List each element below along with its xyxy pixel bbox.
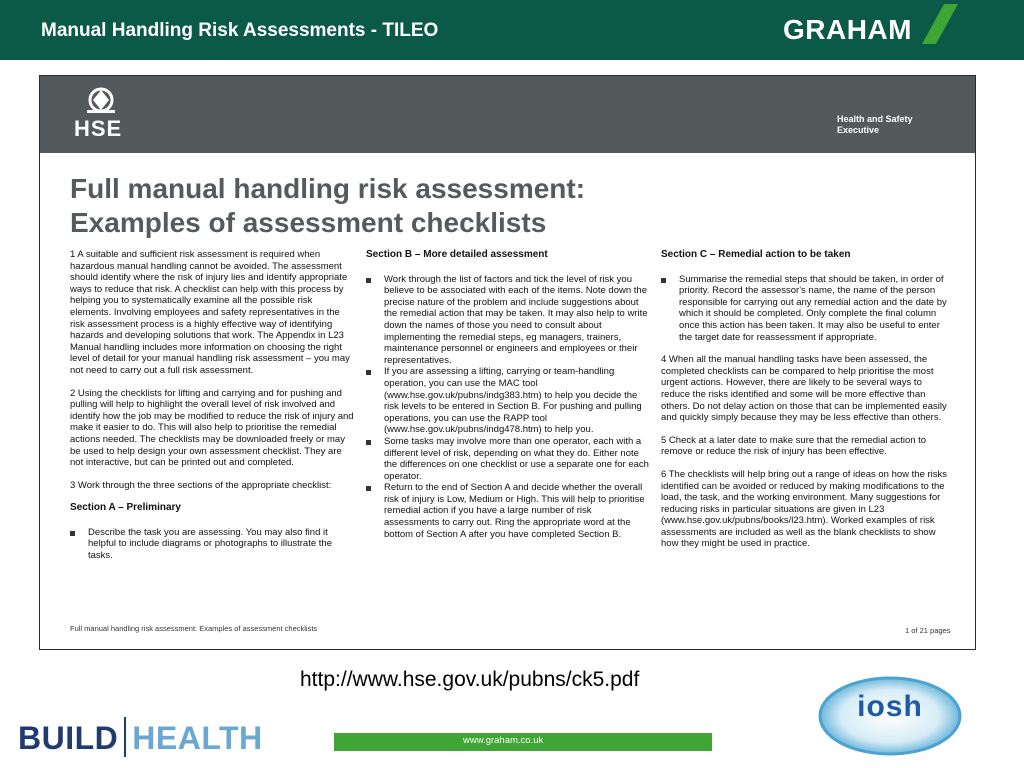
slide-header-bar — [0, 0, 1024, 60]
hse-logo-text: HSE — [74, 116, 123, 141]
document-preview — [39, 75, 976, 650]
list-item: If you are assessing a lifting, carrying or team-handling operation, you can use the MAC tool (www.hse.gov.uk/pubns/indg383.htm) to help you decide the risk levels to be entered in Section B. For pushing and pulling operations, you can use the RAPP tool (www.hse.gov.uk/pubns/indg478.htm) to help you. — [366, 366, 649, 436]
document-title-line-2: Examples of assessment checklists — [70, 207, 547, 238]
graham-logo: GRAHAM — [783, 14, 912, 45]
document-column-1 — [70, 249, 355, 562]
iosh-logo-text: iosh — [857, 690, 923, 723]
paragraph-2: 2 Using the checklists for lifting and carrying and for pushing and pulling will help to highlight the overall level of risk involved and identify how the job may be modified to reduce the risk of injury and make it easier to do. This will also help to prioritise the remedial actions needed. The checklists may be downloaded freely or may be used to help design your own assessment checklist. They are not interactive, but can be printed out and completed. — [70, 387, 354, 469]
document-title — [70, 172, 770, 240]
build-health-logo — [18, 717, 263, 757]
section-b-list — [366, 274, 649, 541]
paragraph-6: 6 The checklists will help bring out a range of ideas on how the risks identified can be avoided or reduced by making modifications to the load, the task, and the working environment. Many suggestions for reducing risks in particular situations are given in L23 (www.hse.gov.uk/pubns/books/l23.htm). Worked examples of risk assessments are included as well as the blank checklists to show how they might be used in practice. — [661, 468, 948, 550]
document-footer-title: Full manual handling risk assessment: Examples of assessment checklists — [70, 624, 318, 633]
footer-website-link[interactable]: www.graham.co.uk — [463, 735, 544, 746]
document-column-3 — [661, 249, 951, 561]
section-c-heading: Section C – Remedial action to be taken — [661, 249, 851, 260]
list-item: Describe the task you are assessing. You may also find it helpful to include diagrams or photographs to illustrate the tasks. — [70, 527, 355, 562]
paragraph-1: 1 A suitable and sufficient risk assessment is required when hazardous manual handling cannot be avoided. The assessment should identify where the risk of injury lies and identify appropriate ways to reduce that risk. A checklist can help with this process by helping you to systematically examine all the possible risk elements. Involving employees and safety representatives in the risk assessment process is a highly effective way of identifying hazards and developing solutions that work. The Appendix in L23 Manual handling includes more information on choosing the right level of detail for your manual handling risk assessment – you may not need to carry out a full risk assessment. — [70, 249, 350, 376]
list-item: Summarise the remedial steps that should be taken, in order of priority. Record the assessor's name, the name of the person responsible for carrying out any remedial action and the date by which it should be completed. Only complete the final column once this action has been taken. It may also be useful to enter the target date for reassessment if appropriate. — [661, 274, 951, 344]
list-item: Return to the end of Section A and decide whether the overall risk of injury is Low, Medium or High. This will help to prioritise remedial action if you have a large number of risk assessments to carry out. Ring the appropriate word at the bottom of Section A after you have completed Section B. — [366, 482, 649, 540]
section-b-heading: Section B – More detailed assessment — [366, 249, 548, 260]
graham-slash-icon — [922, 4, 958, 44]
list-item: Some tasks may involve more than one operator, each with a different level of risk, depending on what they do. Either note the differences on one checklist or use a separate one for each operator. — [366, 436, 649, 482]
logo-divider — [124, 717, 126, 757]
hse-executive-label: Health and Safety Executive — [837, 114, 913, 135]
document-title-line-1: Full manual handling risk assessment: — [70, 173, 586, 204]
paragraph-3: 3 Work through the three sections of the appropriate checklist: — [70, 479, 332, 491]
build-logo-text: BUILD — [18, 720, 119, 756]
section-c-list — [661, 274, 951, 344]
section-a-list — [70, 527, 355, 562]
document-header — [40, 76, 975, 153]
paragraph-4: 4 When all the manual handling tasks have been assessed, the completed checklists can be compared to help prioritise the most urgent actions. However, there are likely to be several ways to reduce the risks identified and some will be more effective than others. Do not delay action on those that can be implemented easily and quickly simply because they may be less effective than others. — [661, 354, 947, 424]
health-logo-text: HEALTH — [132, 720, 263, 756]
document-page-count: 1 of 21 pages — [905, 626, 951, 635]
list-item: Work through the list of factors and tick the level of risk you believe to be associated with each of the items. Note down the precise nature of the problem and include suggestions about the remedial action that may be taken. It may also help to write down the names of those you need to consult about implementing the remedial steps, eg managers, trainers, maintenance personnel or engineers and employees or their representatives. — [366, 274, 649, 367]
source-link[interactable]: http://www.hse.gov.uk/pubns/ck5.pdf — [300, 668, 640, 691]
section-a-heading: Section A – Preliminary — [70, 502, 181, 514]
slide-title: Manual Handling Risk Assessments - TILEO — [41, 20, 439, 41]
document-column-2 — [366, 249, 649, 540]
paragraph-5: 5 Check at a later date to make sure that the remedial action to remove or reduce the risk of injury has been effective. — [661, 434, 927, 458]
